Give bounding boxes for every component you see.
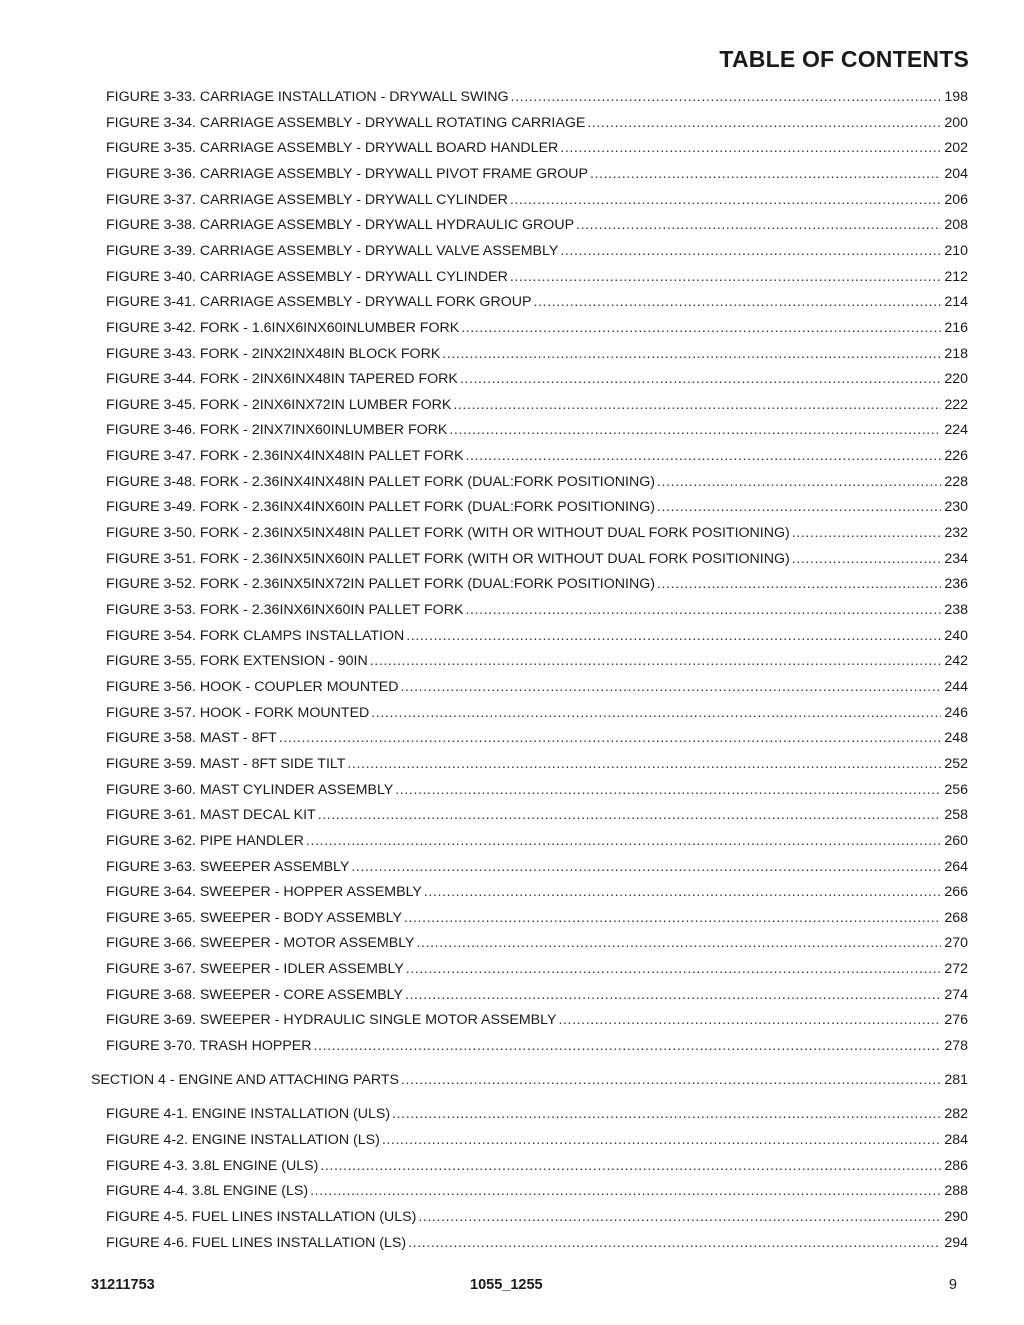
toc-entry-page: 246 [944,704,968,721]
toc-entry-title: FIGURE 3-36. CARRIAGE ASSEMBLY - DRYWALL PIVOT FRAME GROUP [106,165,588,182]
toc-entry-title: SECTION 4 - ENGINE AND ATTACHING PARTS [91,1072,399,1089]
toc-section-entry[interactable] [91,1070,968,1090]
toc-entry-page: 290 [944,1208,968,1225]
dot-leader [405,985,941,1005]
toc-entry-title: FIGURE 3-46. FORK - 2INX7INX60INLUMBER FORK [106,422,448,439]
toc-entry-page: 248 [944,730,968,747]
toc-entry-page: 200 [944,114,968,131]
toc-entry-page: 234 [944,550,968,567]
toc-figure-entry[interactable] [106,780,968,800]
toc-figure-entry[interactable] [106,1130,968,1150]
page-number: 9 [948,1277,957,1293]
toc-figure-entry[interactable] [106,959,968,979]
toc-entry-page: 230 [944,499,968,516]
toc-entry-page: 244 [944,678,968,695]
dot-leader [533,292,941,312]
toc-entry-page: 228 [944,473,968,490]
dot-leader [347,754,941,774]
dot-leader [370,651,942,671]
toc-entry-title: FIGURE 3-37. CARRIAGE ASSEMBLY - DRYWALL CYLINDER [106,191,508,208]
toc-figure-entry[interactable] [106,318,968,338]
toc-figure-entry[interactable] [106,882,968,902]
dot-leader [465,446,941,466]
toc-figure-entry[interactable] [106,395,968,415]
toc-entry-page: 258 [944,807,968,824]
toc-figure-entry[interactable] [106,626,968,646]
toc-entry-title: FIGURE 3-42. FORK - 1.6INX6INX60INLUMBER FORK [106,319,460,336]
dot-leader [314,1036,942,1056]
toc-figure-entry[interactable] [106,728,968,748]
toc-figure-entry[interactable] [106,138,968,158]
toc-figure-entry[interactable] [106,523,968,543]
toc-figure-entry[interactable] [106,164,968,184]
dot-leader [510,190,942,210]
toc-entry-title: FIGURE 3-61. MAST DECAL KIT [106,807,316,824]
dot-leader [408,1233,941,1253]
toc-entry-page: 268 [944,909,968,926]
toc-figure-entry[interactable] [106,267,968,287]
toc-figure-entry[interactable] [106,1181,968,1201]
toc-figure-entry[interactable] [106,831,968,851]
dot-leader [351,857,941,877]
dot-leader [424,882,941,902]
toc-entry-title: FIGURE 4-6. FUEL LINES INSTALLATION (LS) [106,1234,407,1251]
toc-figure-entry[interactable] [106,805,968,825]
toc-entry-page: 282 [944,1106,968,1123]
toc-entry-title: FIGURE 4-2. ENGINE INSTALLATION (LS) [106,1132,380,1148]
dot-leader [401,1070,941,1090]
dot-leader [560,138,941,158]
dot-leader [560,241,941,261]
dot-leader [400,677,941,697]
toc-entry-page: 252 [944,755,968,772]
dot-leader [511,87,942,107]
toc-figure-entry[interactable] [106,497,968,517]
toc-entry-title: FIGURE 3-59. MAST - 8FT SIDE TILT [106,755,346,772]
toc-figure-entry[interactable] [106,420,968,440]
dot-leader [417,933,942,953]
toc-entry-page: 294 [944,1234,968,1251]
dot-leader [320,1156,941,1176]
toc-entry-title: FIGURE 3-45. FORK - 2INX6INX72IN LUMBER FORK [106,396,452,413]
toc-figure-entry[interactable] [106,574,968,594]
toc-figure-entry[interactable] [106,215,968,235]
toc-entry-title: FIGURE 3-41. CARRIAGE ASSEMBLY - DRYWALL FORK GROUP [106,294,532,311]
dot-leader [418,1207,941,1227]
toc-entry-title: FIGURE 4-1. ENGINE INSTALLATION (ULS) [106,1106,391,1123]
toc-entry-page: 210 [944,242,968,259]
toc-figure-entry[interactable] [106,933,968,953]
dot-leader [792,523,942,543]
toc-entry-page: 270 [944,935,968,952]
dot-leader [318,805,942,825]
toc-entry-page: 232 [944,525,968,541]
toc-figure-entry[interactable] [106,549,968,569]
toc-entry-page: 218 [944,345,968,362]
toc-figure-entry[interactable] [106,651,968,671]
toc-figure-entry[interactable] [106,472,968,492]
dot-leader [442,344,941,364]
toc-entry-title: FIGURE 4-4. 3.8L ENGINE (LS) [106,1183,309,1200]
toc-figure-entry[interactable] [106,344,968,364]
toc-entry-page: 222 [944,396,968,413]
toc-entry-title: FIGURE 4-5. FUEL LINES INSTALLATION (ULS) [106,1208,417,1225]
dot-leader [404,908,941,928]
toc-entry-page: 286 [944,1157,968,1174]
toc-entry-page: 214 [944,294,968,311]
dot-leader [460,369,941,389]
toc-entry-page: 226 [944,448,968,465]
toc-figure-entry[interactable] [106,677,968,697]
toc-entry-title: FIGURE 3-65. SWEEPER - BODY ASSEMBLY [106,909,402,926]
toc-figure-entry[interactable] [106,1010,968,1030]
toc-entry-page: 204 [944,165,968,182]
dot-leader [449,420,941,440]
toc-entry-page: 212 [944,268,968,285]
toc-figure-entry[interactable] [106,369,968,389]
toc-figure-entry[interactable] [106,113,968,133]
dot-leader [310,1181,941,1201]
toc-entry-title: FIGURE 3-35. CARRIAGE ASSEMBLY - DRYWALL BOARD HANDLER [106,140,559,157]
toc-figure-entry[interactable] [106,908,968,928]
dot-leader [657,472,941,492]
toc-entry-page: 208 [944,217,968,234]
toc-figure-entry[interactable] [106,1104,968,1124]
dot-leader [279,728,942,748]
toc-entry-page: 266 [944,884,968,901]
toc-entry-title: FIGURE 3-57. HOOK - FORK MOUNTED [106,704,370,721]
toc-entry-page: 274 [944,986,968,1003]
toc-entry-page: 256 [944,781,968,798]
toc-entry-title: FIGURE 3-67. SWEEPER - IDLER ASSEMBLY [106,961,404,978]
toc-figure-entry[interactable] [106,985,968,1005]
dot-leader [306,831,941,851]
toc-entry-title: FIGURE 3-49. FORK - 2.36INX4INX60IN PALLET FORK (DUAL:FORK POSITIONING) [106,499,655,516]
toc-entry-page: 281 [944,1072,968,1089]
toc-entry-title: FIGURE 3-62. PIPE HANDLER [106,832,304,849]
toc-entry-title: FIGURE 3-55. FORK EXTENSION - 90IN [106,653,368,670]
toc-entry-title: FIGURE 3-54. FORK CLAMPS INSTALLATION [106,627,405,644]
toc-entry-page: 202 [944,140,968,157]
toc-entry-page: 264 [944,858,968,875]
dot-leader [465,600,941,620]
dot-leader [382,1130,942,1150]
toc-entry-page: 206 [944,191,968,208]
dot-leader [453,395,941,415]
toc-figure-entry[interactable] [106,1036,968,1056]
toc-entry-page: 224 [944,422,968,439]
toc-entry-page: 216 [944,319,968,336]
toc-entry-title: FIGURE 3-66. SWEEPER - MOTOR ASSEMBLY [106,935,415,952]
dot-leader [392,1104,941,1124]
toc-figure-entry[interactable] [106,292,968,312]
toc-entry-title: FIGURE 3-64. SWEEPER - HOPPER ASSEMBLY [106,884,422,901]
toc-entry-title: FIGURE 3-39. CARRIAGE ASSEMBLY - DRYWALL VALVE ASSEMBLY [106,242,559,259]
toc-entry-title: FIGURE 3-58. MAST - 8FT [106,730,277,747]
toc-entry-page: 238 [944,602,968,618]
toc-figure-entry[interactable] [106,703,968,723]
toc-entry-title: FIGURE 3-33. CARRIAGE INSTALLATION - DRYWALL SWING [106,89,509,105]
dot-leader [510,267,942,287]
toc-figure-entry[interactable] [106,241,968,261]
toc-entry-page: 240 [944,627,968,644]
page-footer [0,1277,1024,1297]
toc-figure-entry[interactable] [106,1233,968,1253]
toc-entry-page: 220 [944,371,968,388]
toc-entry-page: 236 [944,576,968,593]
toc-entry-title: FIGURE 3-47. FORK - 2.36INX4INX48IN PALLET FORK [106,448,464,465]
toc-entry-title: FIGURE 3-60. MAST CYLINDER ASSEMBLY [106,781,394,798]
dot-leader [576,215,941,235]
toc-figure-entry[interactable] [106,600,968,620]
dot-leader [406,959,942,979]
dot-leader [558,1010,941,1030]
toc-entry-title: FIGURE 3-48. FORK - 2.36INX4INX48IN PALLET FORK (DUAL:FORK POSITIONING) [106,473,655,490]
toc-figure-entry[interactable] [106,1207,968,1227]
toc-entry-title: FIGURE 4-3. 3.8L ENGINE (ULS) [106,1157,319,1174]
toc-figure-entry[interactable] [106,857,968,877]
toc-entry-title: FIGURE 3-44. FORK - 2INX6INX48IN TAPERED FORK [106,371,458,388]
toc-figure-entry[interactable] [106,1156,968,1176]
toc-entry-page: 242 [944,653,968,670]
document-number: 31211753 [91,1277,155,1293]
dot-leader [461,318,941,338]
dot-leader [590,164,941,184]
toc-entry-title: FIGURE 3-63. SWEEPER ASSEMBLY [106,858,350,875]
toc-figure-entry[interactable] [106,446,968,466]
toc-entry-title: FIGURE 3-40. CARRIAGE ASSEMBLY - DRYWALL CYLINDER [106,268,508,285]
dot-leader [657,497,941,517]
dot-leader [406,626,941,646]
dot-leader [395,780,941,800]
dot-leader [792,549,942,569]
toc-entry-title: FIGURE 3-70. TRASH HOPPER [106,1038,312,1054]
dot-leader [587,113,941,133]
toc-entry-title: FIGURE 3-38. CARRIAGE ASSEMBLY - DRYWALL HYDRAULIC GROUP [106,217,575,234]
toc-figure-entry[interactable] [106,754,968,774]
toc-entry-title: FIGURE 3-34. CARRIAGE ASSEMBLY - DRYWALL ROTATING CARRIAGE [106,114,586,131]
toc-entry-page: 272 [944,961,968,978]
toc-entry-page: 198 [944,89,968,105]
toc-entry-title: FIGURE 3-50. FORK - 2.36INX5INX48IN PALLET FORK (WITH OR WITHOUT DUAL FORK POSITIONING) [106,525,790,541]
toc-entry-page: 288 [944,1183,968,1200]
toc-entry-page: 260 [944,832,968,849]
toc-entry-title: FIGURE 3-43. FORK - 2INX2INX48IN BLOCK FORK [106,345,441,362]
toc-entry-page: 284 [944,1132,968,1148]
toc-entry-title: FIGURE 3-69. SWEEPER - HYDRAULIC SINGLE MOTOR ASSEMBLY [106,1012,557,1029]
dot-leader [371,703,941,723]
page-title: TABLE OF CONTENTS [719,46,969,72]
toc-entry-title: FIGURE 3-53. FORK - 2.36INX6INX60IN PALLET FORK [106,602,464,618]
toc-entry-title: FIGURE 3-51. FORK - 2.36INX5INX60IN PALLET FORK (WITH OR WITHOUT DUAL FORK POSITIONING) [106,550,790,567]
toc-entry-title: FIGURE 3-56. HOOK - COUPLER MOUNTED [106,678,399,695]
dot-leader [657,574,941,594]
toc-entry-title: FIGURE 3-68. SWEEPER - CORE ASSEMBLY [106,986,403,1003]
toc-figure-entry[interactable] [106,87,968,107]
toc-entry-page: 278 [944,1038,968,1054]
toc-entry-page: 276 [944,1012,968,1029]
toc-entry-title: FIGURE 3-52. FORK - 2.36INX5INX72IN PALLET FORK (DUAL:FORK POSITIONING) [106,576,655,593]
model-number: 1055_1255 [470,1277,543,1293]
toc-figure-entry[interactable] [106,190,968,210]
